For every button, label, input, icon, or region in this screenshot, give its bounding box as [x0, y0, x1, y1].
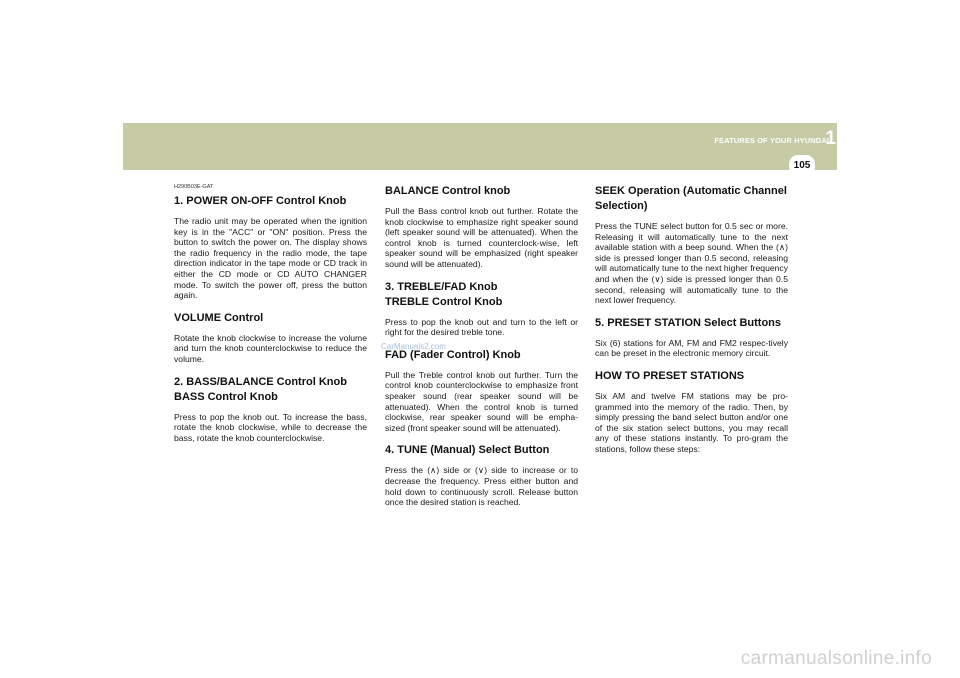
text-tune-button: Press the (∧) side or (∨) side to increase or to decrease the frequency. Press either button and hold down to continuously scroll. Release button once the desired station is reached. — [385, 465, 578, 508]
text-volume-control: Rotate the knob clockwise to increase the volume and turn the knob counterclockwise to reduce the volume. — [174, 332, 367, 364]
text-seek-operation: Press the TUNE select button for 0.5 sec or more. Releasing it will automatically tune to the next available station with a beep sound. When the (∧) side is pressed longer than 0.5 second, releasing will automatically tune to the next higher frequency and when the (∨) side is pressed longer than 0.5 second, releasing will automatically tune to the next lower frequency. — [595, 221, 788, 306]
heading-bass-control-line2: BASS Control Knob — [174, 390, 278, 403]
text-preset-buttons: Six (6) stations for AM, FM and FM2 respec-tively can be preset in the electronic memory circuit. — [595, 337, 788, 359]
heading-tune-button: 4. TUNE (Manual) Select Button — [385, 444, 550, 457]
heading-preset-buttons: 5. PRESET STATION Select Buttons — [595, 316, 782, 329]
heading-treble-fad — [385, 280, 578, 310]
header-band — [123, 123, 837, 170]
heading-bass-balance — [174, 375, 367, 405]
heading-seek-operation: SEEK Operation (Automatic Channel Selection) — [595, 185, 787, 212]
text-fader-control: Pull the Treble control knob out further. Turn the control knob counterclockwise to emphasize front speaker sound (rear speaker sound will be attenuated). When the control knob is turned clockwise, rear speaker sound will be empha-sized (front speaker sound will be attenuated). — [385, 369, 578, 433]
column-1 — [174, 178, 367, 443]
section-code: H290B03E-GAT — [174, 184, 214, 190]
text-how-to-preset: Six AM and twelve FM stations may be pro-grammed into the memory of the radio. Then, by simply pressing the band select button and/or one of the six station select buttons, you may recall any of these stations instantly. To pro-gram the stations, follow these steps: — [595, 390, 788, 454]
section-title: FEATURES OF YOUR HYUNDAI — [714, 136, 829, 145]
heading-balance-control: BALANCE Control knob — [385, 185, 511, 197]
heading-treble-control-line2: TREBLE Control Knob — [385, 295, 503, 308]
text-power-control: The radio unit may be operated when the ignition key is in the "ACC" or "ON" position. Press the button to switch the power on. The display shows the radio frequency in the radio mode, the tape direction indicator in the tape mode or CD track in either the CD mode or CD AUTO CHANGER mode. To switch the power off, press the button again. — [174, 216, 367, 301]
text-treble-control: Press to pop the knob out and turn to the left or right for the desired treble tone. — [385, 316, 578, 338]
heading-fader-control: FAD (Fader Control) Knob — [385, 348, 521, 361]
text-bass-control: Press to pop the knob out. To increase the bass, rotate the knob clockwise, while to decrease the bass, rotate the knob counterclockwise. — [174, 411, 367, 443]
text-balance-control: Pull the Bass control knob out further. Rotate the knob clockwise to emphasize right speaker sound (left speaker sound will be attenuated). When the control knob is turned counterclock-wise, left speaker sound will be emphasized (right speaker sound will be attenuated). — [385, 206, 578, 269]
footer-watermark: carmanualsonline.info — [740, 648, 932, 669]
inline-watermark: CarManuals2.com — [381, 342, 446, 351]
page-number: 105 — [793, 160, 811, 171]
heading-treble-fad-line1: 3. TREBLE/FAD Knob — [385, 280, 498, 293]
chapter-number: 1 — [825, 128, 836, 149]
heading-how-to-preset: HOW TO PRESET STATIONS — [595, 369, 745, 382]
heading-power-control: 1. POWER ON-OFF Control Knob — [174, 195, 347, 207]
heading-volume-control: VOLUME Control — [174, 311, 264, 324]
column-3 — [595, 178, 788, 455]
heading-bass-balance-line1: 2. BASS/BALANCE Control Knob — [174, 375, 347, 388]
